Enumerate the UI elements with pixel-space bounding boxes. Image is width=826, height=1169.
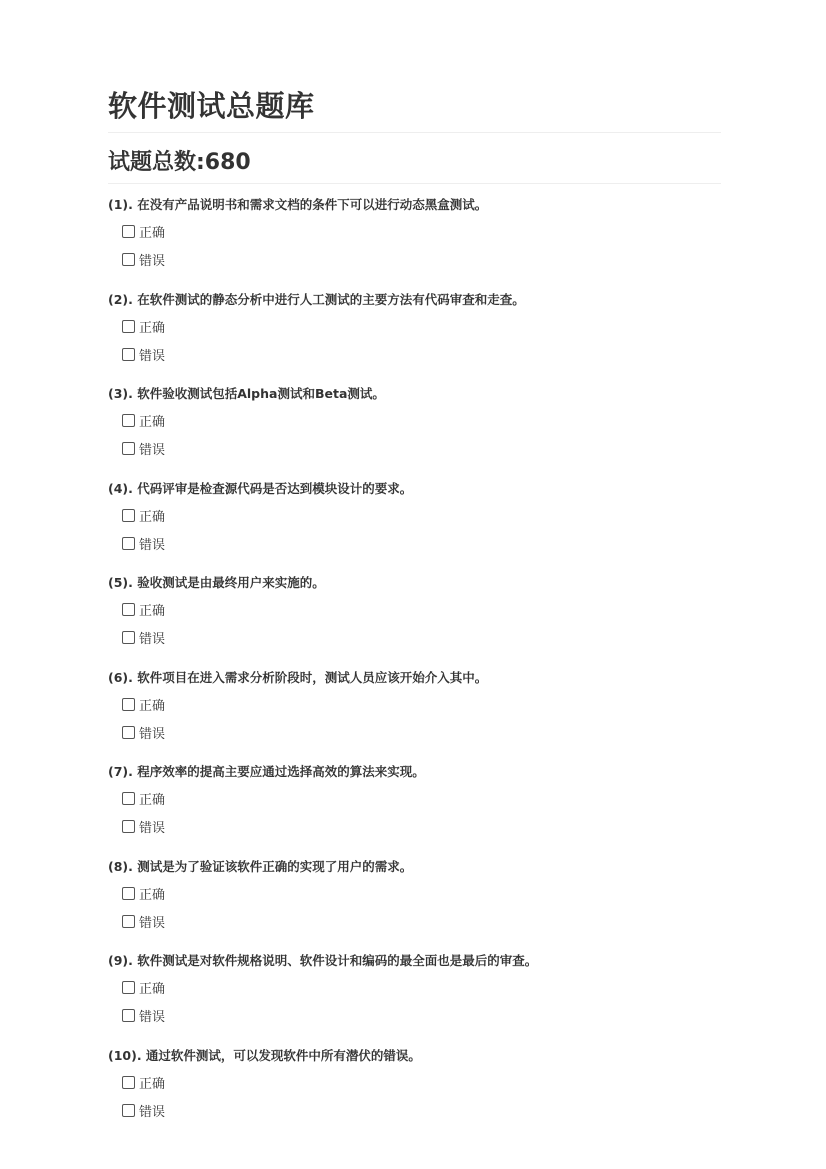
option-false[interactable] [122, 437, 721, 465]
option-label: 正确 [139, 887, 166, 903]
option-label: 正确 [139, 1076, 166, 1092]
option-false[interactable] [122, 248, 721, 276]
checkbox-icon[interactable] [122, 253, 135, 266]
checkbox-icon[interactable] [122, 225, 135, 238]
option-false[interactable] [122, 815, 721, 843]
option-label: 错误 [139, 537, 166, 553]
question-count-heading: 试题总数:680 [108, 147, 721, 184]
checkbox-icon[interactable] [122, 887, 135, 900]
question-item [108, 572, 721, 667]
question-text: (4). 代码评审是检查源代码是否达到模块设计的要求。 [108, 480, 413, 496]
question-text: (1). 在没有产品说明书和需求文档的条件下可以进行动态黑盒测试。 [108, 197, 488, 212]
page-title: 软件测试总题库 [108, 86, 721, 133]
question-item [108, 950, 721, 1045]
question-list [108, 194, 721, 1139]
question-item [108, 761, 721, 856]
question-item [108, 667, 721, 762]
option-label: 正确 [139, 982, 166, 997]
question-item [108, 383, 721, 478]
option-true[interactable] [122, 693, 721, 721]
option-true[interactable] [122, 504, 721, 532]
checkbox-icon[interactable] [122, 915, 135, 928]
checkbox-icon[interactable] [122, 414, 135, 427]
checkbox-icon[interactable] [122, 442, 135, 455]
option-label: 正确 [139, 415, 166, 430]
question-item [108, 289, 721, 384]
option-label: 正确 [139, 604, 166, 619]
checkbox-icon[interactable] [122, 537, 135, 550]
option-label: 错误 [139, 348, 166, 364]
option-label: 正确 [139, 226, 166, 241]
question-text: (5). 验收测试是由最终用户来实施的。 [108, 575, 325, 590]
checkbox-icon[interactable] [122, 348, 135, 361]
option-false[interactable] [122, 1004, 721, 1032]
option-label: 错误 [139, 821, 166, 836]
question-text: (6). 软件项目在进入需求分析阶段时，测试人员应该开始介入其中。 [108, 669, 488, 685]
question-text: (9). 软件测试是对软件规格说明、软件设计和编码的最全面也是最后的审查。 [108, 953, 538, 968]
checkbox-icon[interactable] [122, 1104, 135, 1117]
checkbox-icon[interactable] [122, 698, 135, 711]
document-content [108, 86, 721, 1139]
question-text: (10). 通过软件测试，可以发现软件中所有潜伏的错误。 [108, 1047, 421, 1063]
option-label: 错误 [139, 726, 166, 742]
question-text: (8). 测试是为了验证该软件正确的实现了用户的需求。 [108, 858, 413, 874]
option-label: 错误 [139, 1010, 166, 1025]
option-false[interactable] [122, 721, 721, 749]
option-label: 错误 [139, 915, 166, 931]
option-label: 错误 [139, 632, 166, 647]
question-text: (3). 软件验收测试包括Alpha测试和Beta测试。 [108, 386, 385, 401]
option-false[interactable] [122, 343, 721, 371]
checkbox-icon[interactable] [122, 320, 135, 333]
option-true[interactable] [122, 787, 721, 815]
checkbox-icon[interactable] [122, 981, 135, 994]
option-true[interactable] [122, 882, 721, 910]
question-text: (7). 程序效率的提高主要应通过选择高效的算法来实现。 [108, 764, 425, 779]
question-item [108, 194, 721, 289]
checkbox-icon[interactable] [122, 726, 135, 739]
option-true[interactable] [122, 409, 721, 437]
checkbox-icon[interactable] [122, 509, 135, 522]
option-false[interactable] [122, 1099, 721, 1127]
option-label: 错误 [139, 254, 166, 269]
option-label: 正确 [139, 509, 166, 525]
option-label: 正确 [139, 320, 166, 336]
question-item [108, 1045, 721, 1140]
checkbox-icon[interactable] [122, 1076, 135, 1089]
option-true[interactable] [122, 315, 721, 343]
option-label: 错误 [139, 1104, 166, 1120]
checkbox-icon[interactable] [122, 631, 135, 644]
question-item [108, 856, 721, 951]
checkbox-icon[interactable] [122, 1009, 135, 1022]
checkbox-icon[interactable] [122, 820, 135, 833]
option-false[interactable] [122, 626, 721, 654]
question-text: (2). 在软件测试的静态分析中进行人工测试的主要方法有代码审查和走查。 [108, 291, 525, 307]
option-true[interactable] [122, 598, 721, 626]
question-item [108, 478, 721, 573]
checkbox-icon[interactable] [122, 603, 135, 616]
option-label: 正确 [139, 698, 166, 714]
option-false[interactable] [122, 910, 721, 938]
option-true[interactable] [122, 220, 721, 248]
option-true[interactable] [122, 976, 721, 1004]
option-false[interactable] [122, 532, 721, 560]
checkbox-icon[interactable] [122, 792, 135, 805]
option-true[interactable] [122, 1071, 721, 1099]
option-label: 正确 [139, 793, 166, 808]
option-label: 错误 [139, 443, 166, 458]
